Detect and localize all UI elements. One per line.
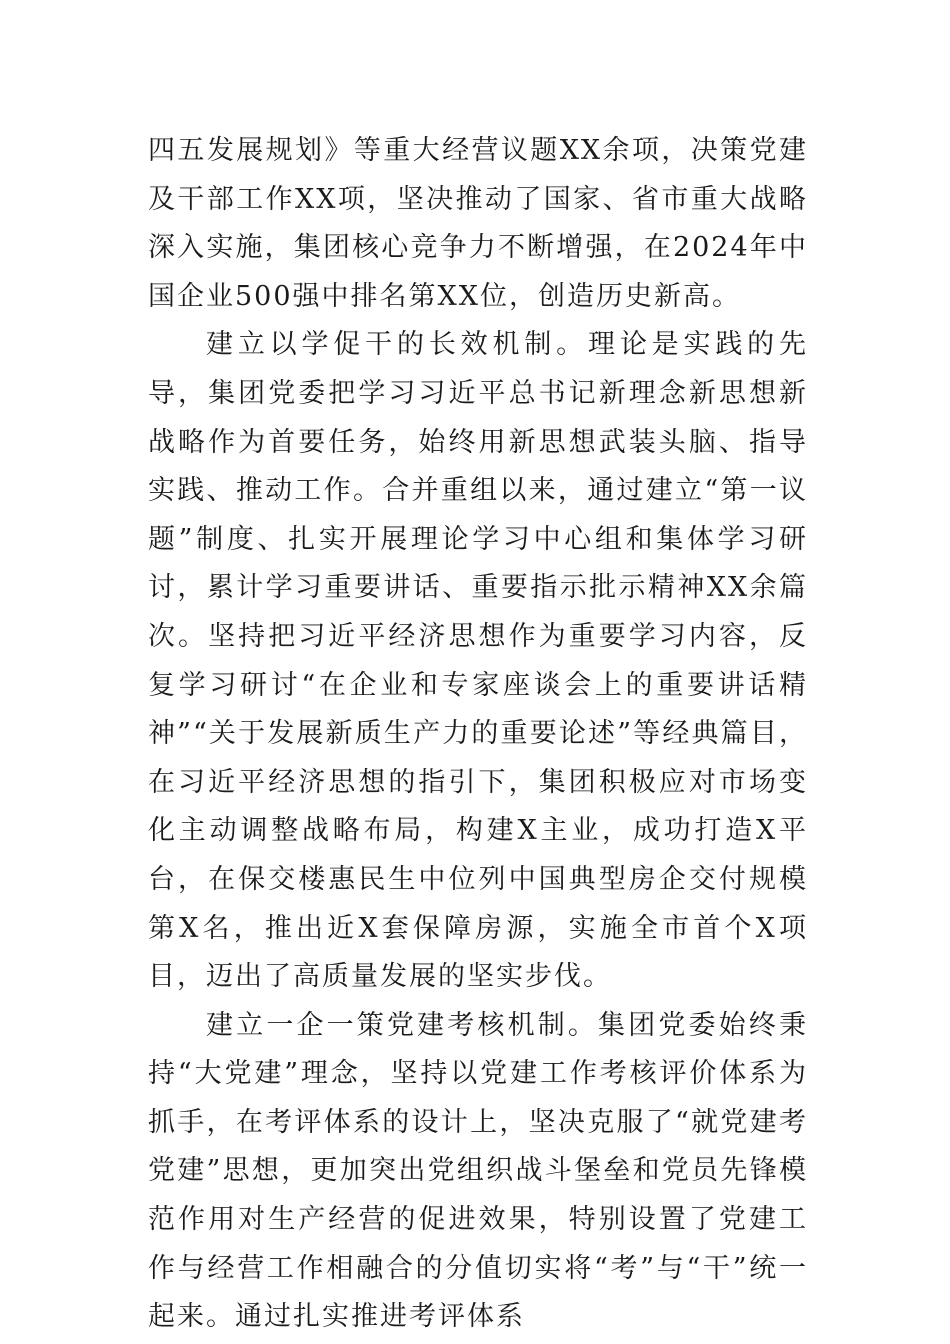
paragraph-continued: 四五发展规划》等重大经营议题XX余项，决策党建及干部工作XX项，坚决推动了国家、省市重大战略深入实施，集团核心竞争力不断增强，在2024年中国企业500强中排名第XX位，创造历史新高。 bbox=[148, 135, 808, 312]
document-body bbox=[148, 127, 808, 1342]
paragraph-assessment-mechanism: 建立一企一策党建考核机制。集团党委始终秉持“大党建”理念，坚持以党建工作考核评价体系为抓手，在考评体系的设计上，坚决克服了“就党建考党建”思想，更加突出党组织战斗堡垒和党员先锋模范作用对生产经营的促进效果，特别设置了党建工作与经营工作相融合的分值切实将“考”与“干”统一起来。通过扎实推进考评体系 bbox=[148, 1009, 808, 1333]
paragraph-study-mechanism: 建立以学促干的长效机制。理论是实践的先导，集团党委把学习习近平总书记新理念新思想新战略作为首要任务，始终用新思想武装头脑、指导实践、推动工作。合并重组以来，通过建立“第一议题”制度、扎实开展理论学习中心组和集体学习研讨，累计学习重要讲话、重要指示批示精神XX余篇次。坚持把习近平经济思想作为重要学习内容，反复学习研讨“在企业和专家座谈会上的重要讲话精神”“关于发展新质生产力的重要论述”等经典篇目，在习近平经济思想的指引下，集团积极应对市场变化主动调整战略布局，构建X主业，成功打造X平台，在保交楼惠民生中位列中国典型房企交付规模第X名，推出近X套保障房源，实施全市首个X项目，迈出了高质量发展的坚实步伐。 bbox=[148, 329, 808, 993]
